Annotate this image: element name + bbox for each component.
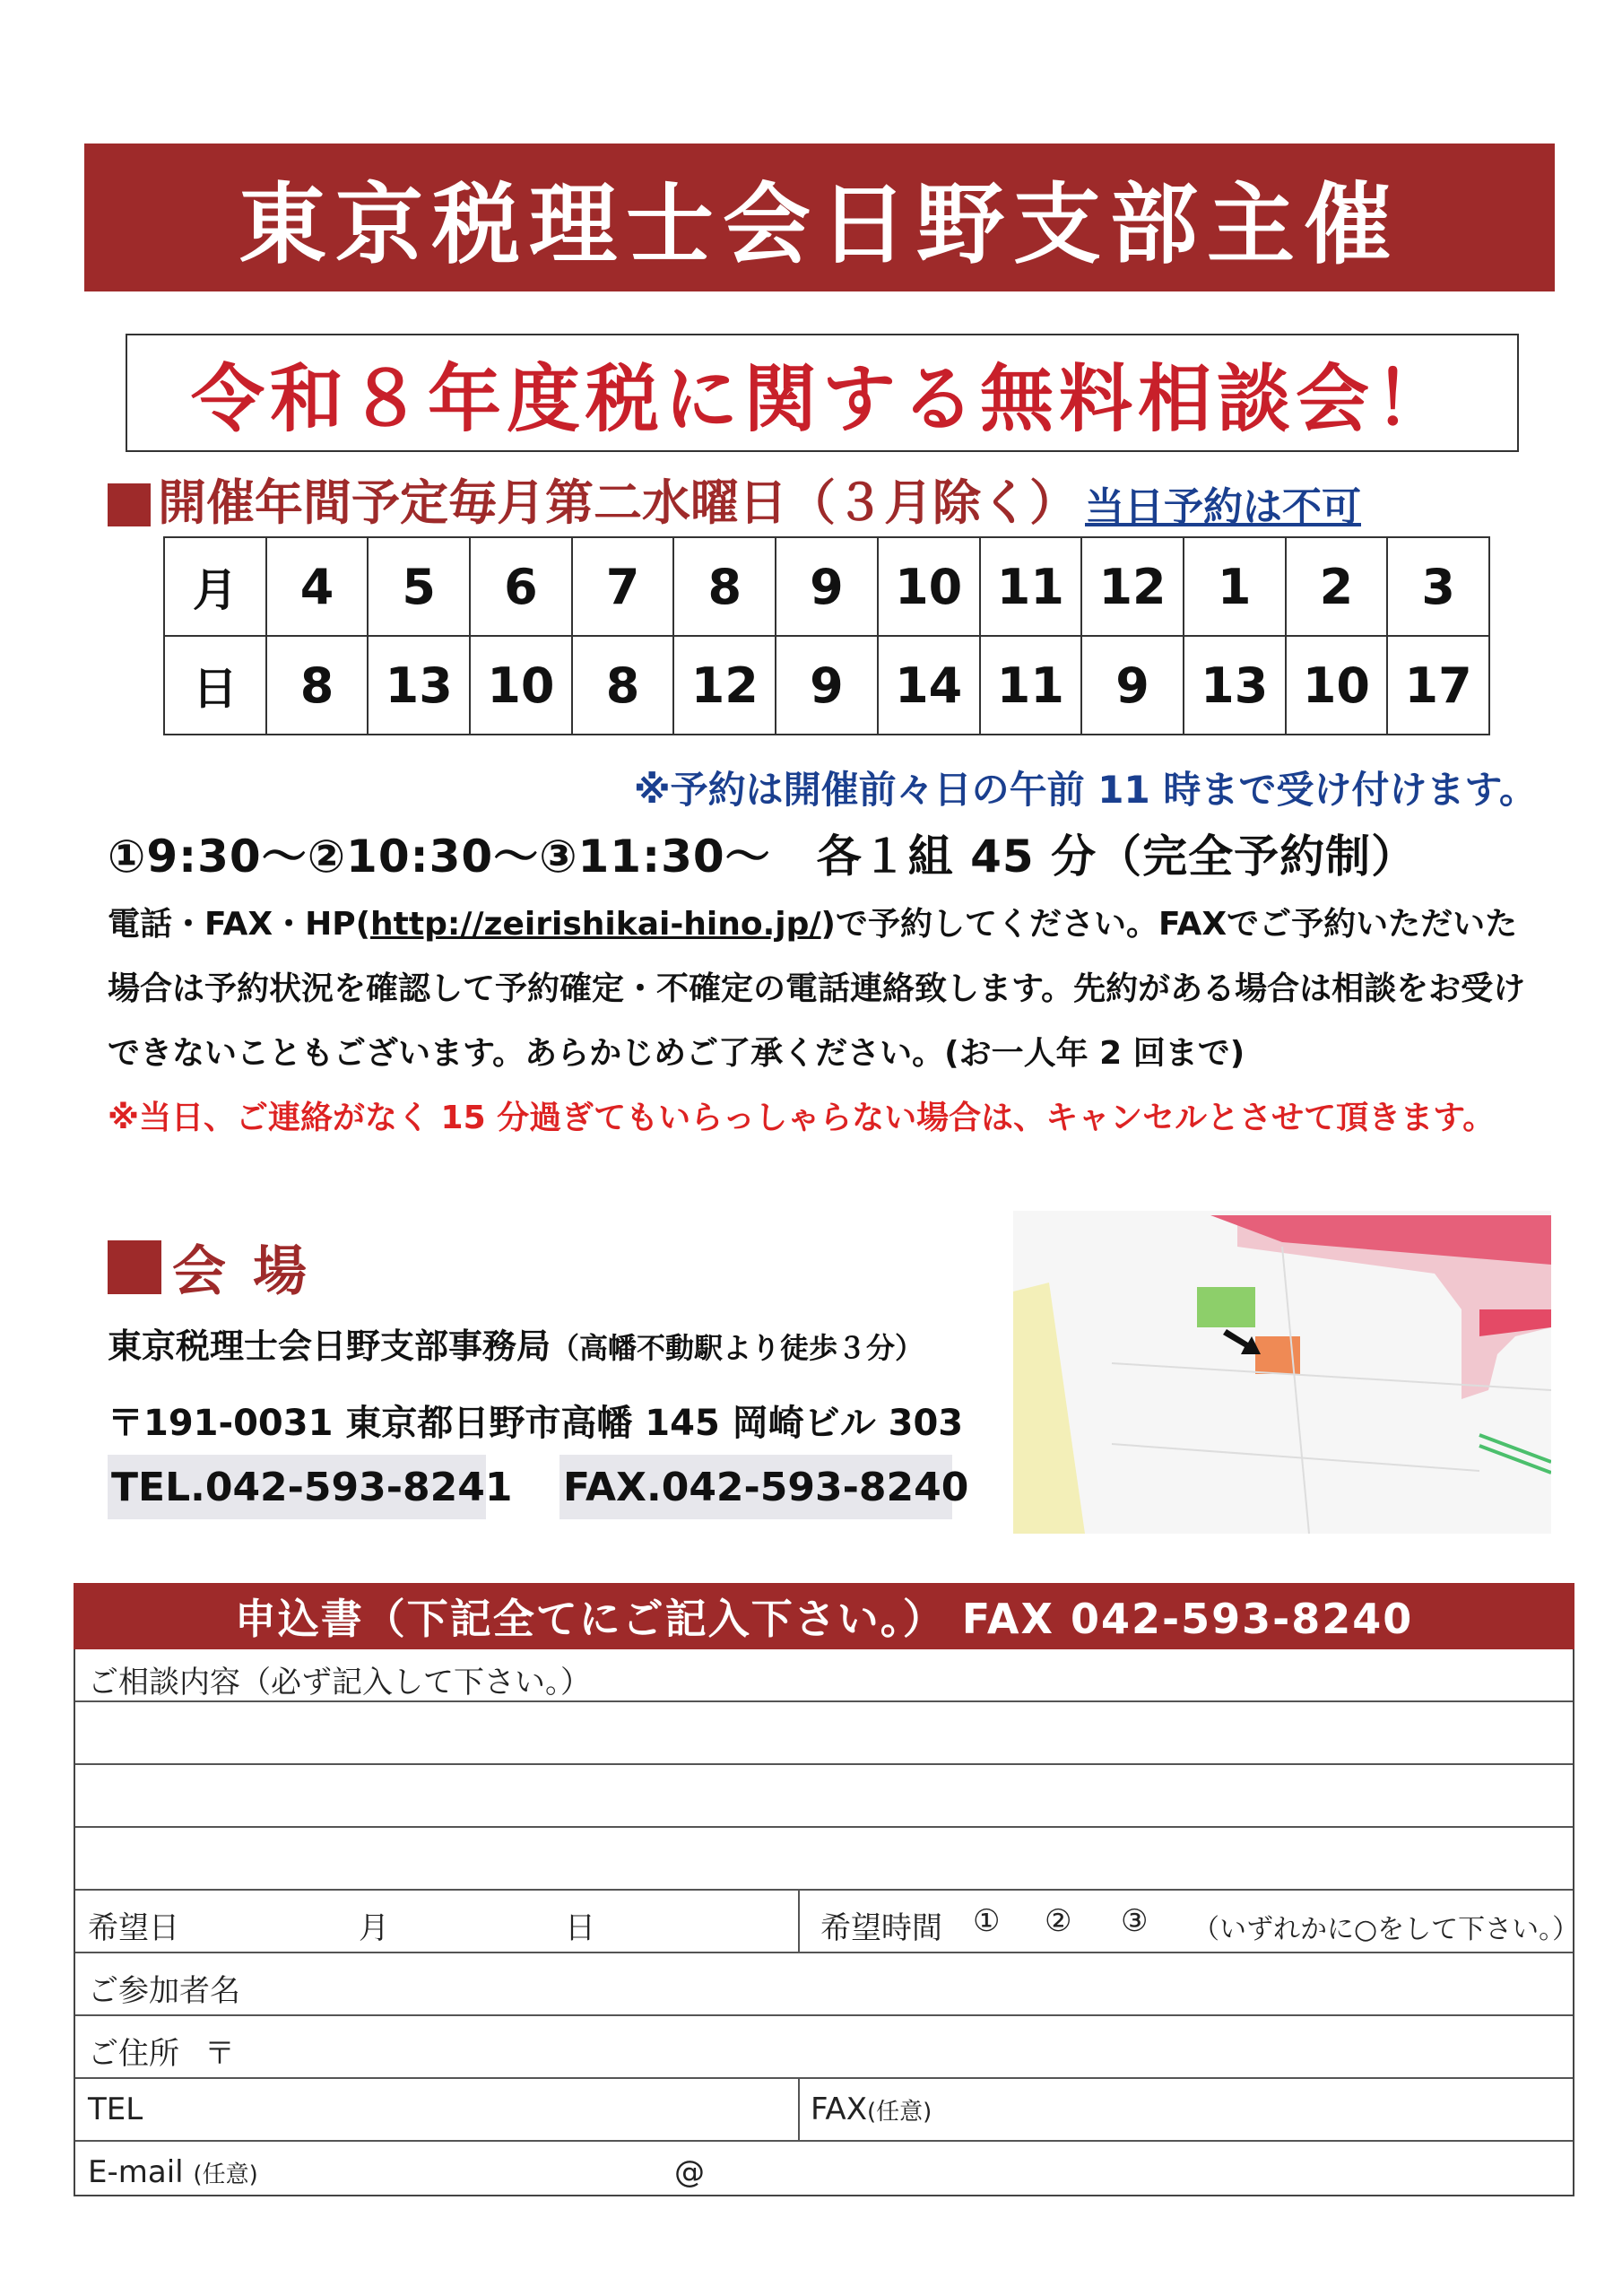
form-column-divider [798, 2077, 800, 2140]
venue-fax-text: FAX.042-593-8240 [563, 1464, 969, 1510]
month-cell: 1 [1184, 537, 1286, 636]
tel-label: TEL [88, 2092, 143, 2127]
venue-fax [559, 1455, 969, 1519]
email-label [88, 2154, 258, 2190]
schedule-heading [108, 471, 1361, 534]
email-label-text: E-mail [88, 2154, 184, 2190]
date-label: 希望日 [88, 1910, 179, 1946]
time-note: （いずれかに○をして下さい。） [1193, 1914, 1580, 1945]
banner-title: 東京税理士会日野支部主催 [238, 174, 1401, 276]
month-header: 月 [164, 537, 266, 636]
venue-title: 会場 [172, 1240, 334, 1303]
fax-optional: (任意) [867, 2099, 932, 2126]
day-cell: 10 [1286, 636, 1388, 735]
days-row [164, 636, 1489, 735]
venue-office: 東京税理士会日野支部事務局 [108, 1326, 551, 1366]
reservation-text-pre: 電話・FAX・HP( [108, 906, 371, 943]
day-cell: 14 [878, 636, 980, 735]
form-header [74, 1583, 1574, 1649]
day-cell: 8 [572, 636, 674, 735]
time-slots: ①9:30～②10:30～③11:30～ 各１組 45 分（完全予約制） [108, 831, 1418, 883]
month-cell: 3 [1387, 537, 1489, 636]
reservation-text-post: )で予約してください。FAXでご予約いただいた場合は予約状況を確認して予約確定・不確定の電話連絡致します。先約がある場合は相談をお受けできないこともございます。あらかじめご了承ください。(お一人年 2 回まで) [108, 906, 1526, 1072]
address-label: ご住所 [88, 2036, 179, 2072]
time-option-2[interactable]: ② [1045, 1903, 1072, 1939]
month-cell: 4 [266, 537, 369, 636]
venue-name [108, 1318, 924, 1368]
day-cell: 8 [266, 636, 369, 735]
form-header-text: 申込書（下記全てにご記入下さい。） FAX 042-593-8240 [234, 1595, 1414, 1643]
postal-mark: 〒 [204, 2036, 235, 2072]
form-divider [75, 2014, 1573, 2016]
event-title-text: 令和８年度税に関する無料相談会！ [190, 356, 1453, 442]
square-bullet-icon [108, 1240, 161, 1294]
schedule-table [163, 536, 1490, 735]
form-divider [75, 1889, 1573, 1891]
form-column-divider [798, 1889, 800, 1952]
consult-input[interactable] [75, 1702, 1571, 1887]
month-cell: 7 [572, 537, 674, 636]
day-unit: 日 [565, 1910, 595, 1946]
time-label: 希望時間 [820, 1910, 942, 1946]
month-cell: 10 [878, 537, 980, 636]
at-mark: @ [674, 2154, 705, 2190]
day-cell: 9 [1081, 636, 1184, 735]
event-title [126, 334, 1519, 452]
venue-access: （高幡不動駅より徒歩３分） [551, 1331, 924, 1365]
time-option-1[interactable]: ① [973, 1903, 1001, 1939]
form-divider [75, 1952, 1573, 1953]
schedule-title: 開催年間予定毎月第二水曜日（３月除く） [158, 474, 1078, 531]
square-bullet-icon [108, 483, 151, 526]
month-unit: 月 [359, 1910, 389, 1946]
form-divider [75, 2077, 1573, 2079]
month-cell: 9 [776, 537, 878, 636]
cancellation-warning: ※当日、ご連絡がなく 15 分過ぎてもいらっしゃらない場合は、キャンセルとさせて頂きます。 [108, 1100, 1496, 1136]
month-cell: 11 [980, 537, 1082, 636]
venue-tel-text: TEL.042-593-8241 [111, 1464, 513, 1510]
venue-address: 〒191-0031 東京都日野市高幡 145 岡崎ビル 303 [108, 1403, 964, 1444]
email-optional: (任意) [193, 2161, 258, 2188]
header-banner [84, 144, 1555, 291]
day-cell: 11 [980, 636, 1082, 735]
deadline-note: ※予約は開催前々日の午前 11 時まで受け付けます。 [633, 768, 1537, 812]
venue-heading [108, 1229, 334, 1306]
form-divider [75, 2140, 1573, 2142]
map-park [1197, 1287, 1255, 1327]
day-cell: 13 [1184, 636, 1286, 735]
months-row [164, 537, 1489, 636]
day-cell: 9 [776, 636, 878, 735]
consult-label: ご相談内容（必ず記入して下さい。） [88, 1665, 591, 1700]
month-cell: 6 [470, 537, 572, 636]
day-cell: 12 [673, 636, 776, 735]
time-option-3[interactable]: ③ [1121, 1903, 1149, 1939]
website-link[interactable]: http://zeirishikai-hino.jp/ [370, 906, 821, 943]
day-cell: 10 [470, 636, 572, 735]
reservation-info [108, 892, 1542, 1086]
location-map [1013, 1211, 1551, 1534]
day-cell: 13 [368, 636, 470, 735]
participant-label: ご参加者名 [88, 1973, 240, 2009]
fax-label-text: FAX [811, 2092, 867, 2127]
day-header: 日 [164, 636, 266, 735]
venue-tel [108, 1455, 513, 1519]
fax-label [811, 2092, 932, 2127]
month-cell: 5 [368, 537, 470, 636]
month-cell: 12 [1081, 537, 1184, 636]
same-day-note: 当日予約は不可 [1085, 484, 1361, 530]
day-cell: 17 [1387, 636, 1489, 735]
month-cell: 2 [1286, 537, 1388, 636]
month-cell: 8 [673, 537, 776, 636]
